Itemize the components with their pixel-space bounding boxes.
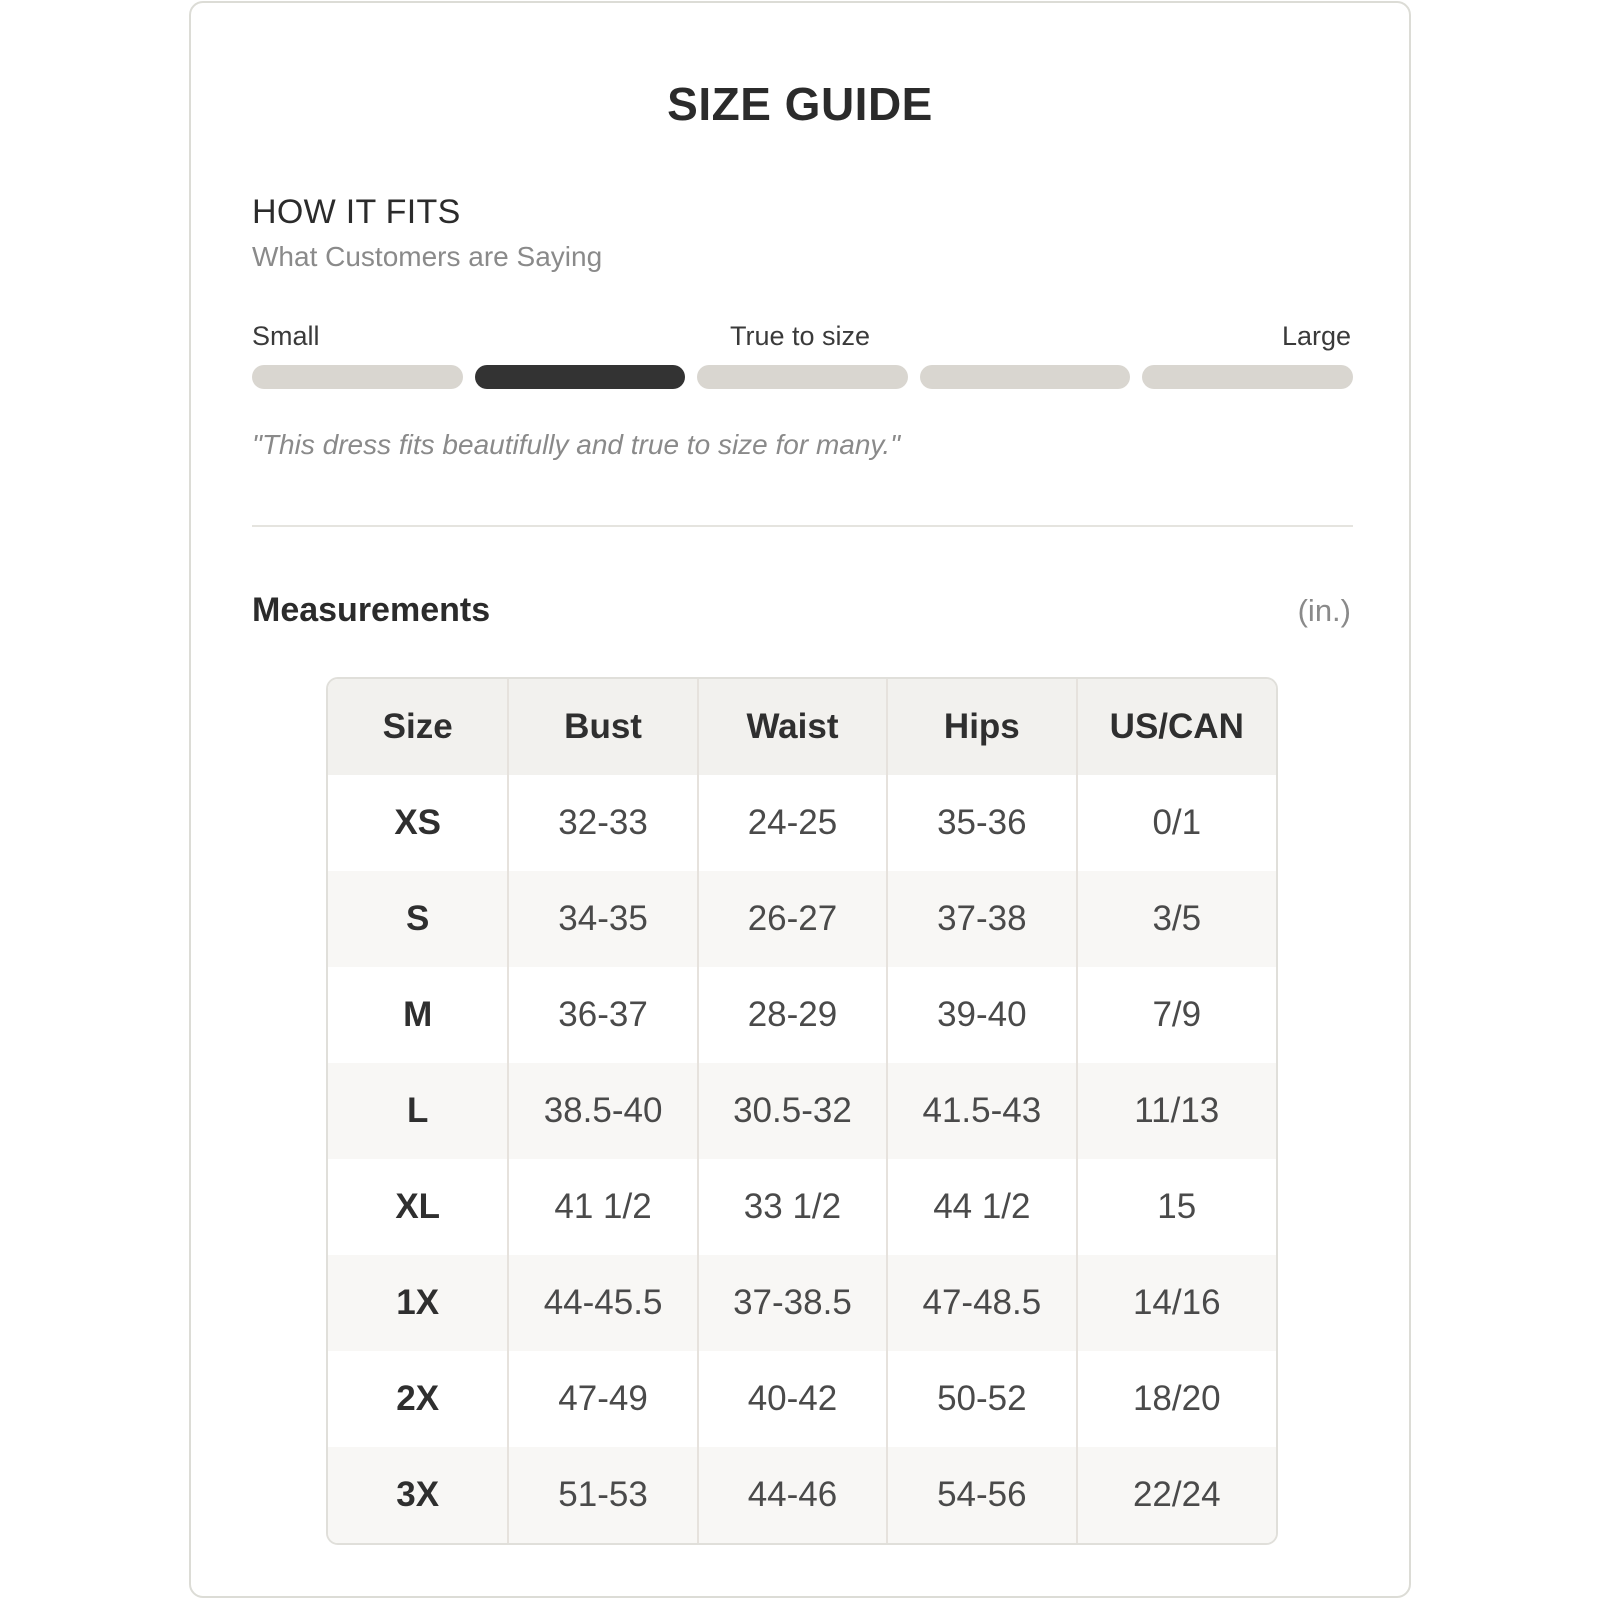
table-cell: 47-49 <box>508 1351 697 1447</box>
table-cell: 0/1 <box>1152 803 1202 842</box>
table-row <box>328 967 1276 1063</box>
table-cell: 36-37 <box>508 967 697 1063</box>
table-cell: 47-48.5 <box>887 1255 1076 1351</box>
table-cell: 41 1/2 <box>508 1159 697 1255</box>
fit-scale-large-label: Large <box>1281 321 1351 351</box>
table-cell: 7/9 <box>1152 995 1202 1034</box>
fit-scale-segment <box>920 365 1131 389</box>
table-cell: 3/5 <box>1077 871 1276 967</box>
table-cell: 44-46 <box>698 1447 887 1543</box>
size-label-cell: XS <box>328 775 508 871</box>
customer-fit-quote: "This dress fits beautifully and true to size for many." <box>252 429 901 460</box>
table-cell: 39-40 <box>887 967 1076 1063</box>
table-cell: 26-27 <box>698 871 887 967</box>
table-cell: 40-42 <box>698 1351 887 1447</box>
table-cell: 28-29 <box>698 967 887 1063</box>
table-cell: 24-25 <box>698 775 887 871</box>
table-header-row <box>328 679 1276 775</box>
table-cell: 11/13 <box>1077 1063 1276 1159</box>
table-cell: 15 <box>1157 1187 1197 1226</box>
table-header-cell: US/CAN <box>1077 679 1276 775</box>
table-cell: 50-52 <box>887 1351 1076 1447</box>
measurements-table <box>326 677 1278 1545</box>
size-label-cell: S <box>328 871 508 967</box>
size-label-cell: M <box>328 967 508 1063</box>
measurements-heading: Measurements <box>252 591 491 629</box>
fit-scale-segment <box>252 365 463 389</box>
size-label-cell: L <box>328 1063 508 1159</box>
table-cell: 38.5-40 <box>508 1063 697 1159</box>
table-row <box>328 1351 1276 1447</box>
table-header-cell: Bust <box>508 679 697 775</box>
table-cell: 30.5-32 <box>698 1063 887 1159</box>
fit-scale-small-label: Small <box>252 321 320 351</box>
how-it-fits-heading: HOW IT FITS <box>252 193 461 231</box>
table-cell: 32-33 <box>508 775 697 871</box>
table-cell: 41.5-43 <box>887 1063 1076 1159</box>
fit-scale-segment-selected <box>475 365 686 389</box>
table-cell: 22/24 <box>1077 1447 1276 1543</box>
size-label-cell: XL <box>328 1159 508 1255</box>
size-label-cell: 3X <box>328 1447 508 1543</box>
table-row <box>328 775 1276 871</box>
size-label-cell: 2X <box>328 1351 508 1447</box>
section-divider <box>252 525 1353 527</box>
measurements-unit-label: (in.) <box>1297 593 1351 628</box>
table-header-cell: Size <box>328 679 508 775</box>
table-row <box>328 1159 1276 1255</box>
table-header-cell: Hips <box>887 679 1076 775</box>
fit-scale-segment <box>697 365 908 389</box>
fit-scale-bar <box>252 365 1353 389</box>
page-title: SIZE GUIDE <box>667 78 933 130</box>
fit-scale-segment <box>1142 365 1353 389</box>
table-cell: 44 1/2 <box>887 1159 1076 1255</box>
size-guide-card <box>189 1 1411 1598</box>
table-row <box>328 871 1276 967</box>
fit-scale-true-to-size-label: True to size <box>729 321 871 351</box>
table-cell: 18/20 <box>1132 1379 1221 1418</box>
table-header-cell: Waist <box>698 679 887 775</box>
table-cell: 54-56 <box>887 1447 1076 1543</box>
table-cell: 37-38 <box>887 871 1076 967</box>
table-row <box>328 1255 1276 1351</box>
table-cell: 34-35 <box>508 871 697 967</box>
table-cell: 33 1/2 <box>698 1159 887 1255</box>
size-label-cell: 1X <box>328 1255 508 1351</box>
table-cell: 35-36 <box>887 775 1076 871</box>
table-cell: 14/16 <box>1077 1255 1276 1351</box>
table-cell: 51-53 <box>508 1447 697 1543</box>
table-cell: 44-45.5 <box>508 1255 697 1351</box>
table-row <box>328 1063 1276 1159</box>
table-row <box>328 1447 1276 1543</box>
table-cell: 37-38.5 <box>698 1255 887 1351</box>
how-it-fits-subheading: What Customers are Saying <box>252 241 603 272</box>
